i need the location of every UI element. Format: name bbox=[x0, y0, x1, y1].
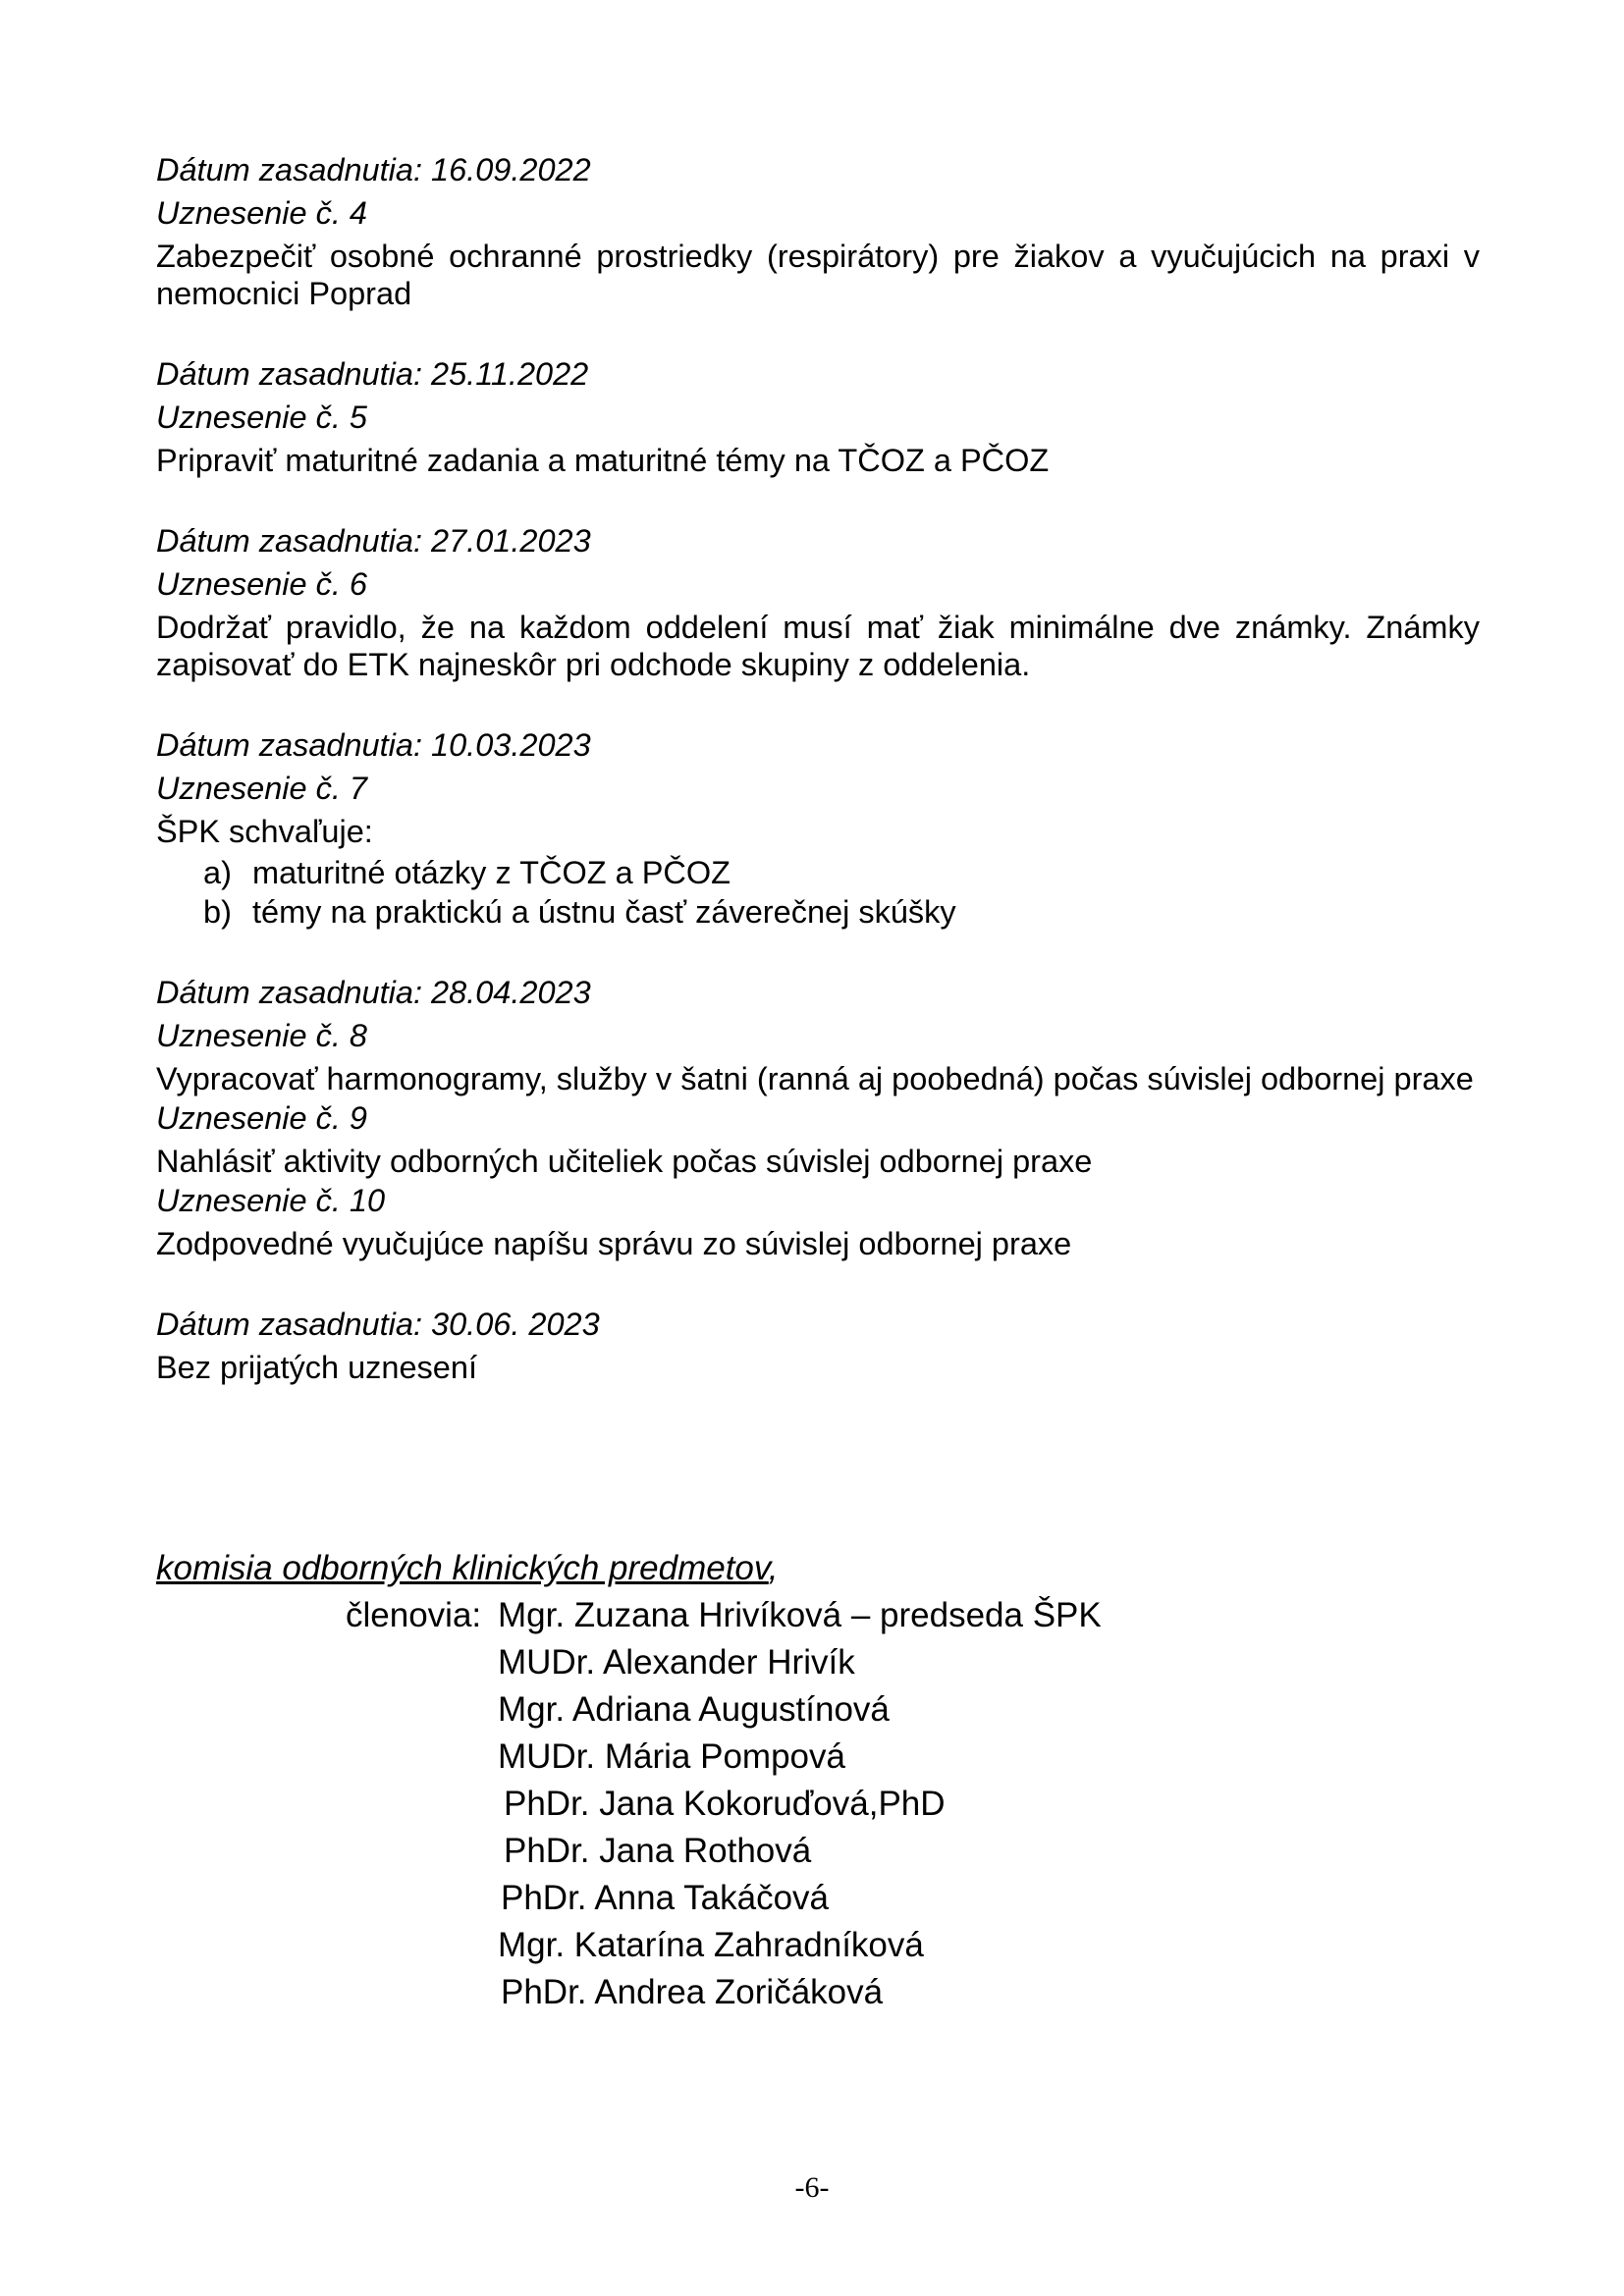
meeting-block bbox=[156, 974, 1480, 1262]
list-item-text: maturitné otázky z TČOZ a PČOZ bbox=[252, 855, 731, 890]
meeting-date: Dátum zasadnutia: 27.01.2023 bbox=[156, 523, 591, 559]
members-list bbox=[346, 1592, 1102, 2016]
resolution-text: Vypracovať harmonogramy, služby v šatni (ranná aj poobedná) počas súvislej odbornej praxe bbox=[156, 1061, 1474, 1096]
commission-title-suffix: , bbox=[768, 1549, 779, 1587]
commission-section bbox=[156, 1545, 1102, 2016]
resolution-list bbox=[203, 854, 1480, 931]
resolution-number: Uznesenie č. 6 bbox=[156, 566, 367, 602]
member-name: Mgr. Adriana Augustínová bbox=[498, 1690, 890, 1729]
meeting-block bbox=[156, 355, 1480, 479]
resolution-number: Uznesenie č. 4 bbox=[156, 195, 367, 231]
commission-heading bbox=[156, 1545, 1102, 1592]
resolution-number: Uznesenie č. 9 bbox=[156, 1100, 367, 1136]
resolution-number: Uznesenie č. 5 bbox=[156, 400, 367, 435]
meeting-date: Dátum zasadnutia: 10.03.2023 bbox=[156, 727, 591, 763]
list-marker: a) bbox=[203, 855, 232, 890]
resolution-text: Zodpovedné vyučujúce napíšu správu zo súvislej odbornej praxe bbox=[156, 1226, 1072, 1261]
meeting-date: Dátum zasadnutia: 25.11.2022 bbox=[156, 356, 589, 392]
resolution-number: Uznesenie č. 7 bbox=[156, 771, 367, 806]
meeting-note: Bez prijatých uznesení bbox=[156, 1350, 477, 1385]
member-name: PhDr. Jana Rothová bbox=[504, 1832, 812, 1870]
member-name: MUDr. Alexander Hrivík bbox=[498, 1643, 855, 1682]
list-item-text: témy na praktickú a ústnu časť záverečnej skúšky bbox=[252, 894, 956, 930]
meeting-block bbox=[156, 151, 1480, 312]
resolution-text: Dodržať pravidlo, že na každom oddelení musí mať žiak minimálne dve známky. Známky zapisovať do ETK najneskôr pri odchode skupiny z oddelenia. bbox=[156, 610, 1480, 682]
meeting-date: Dátum zasadnutia: 16.09.2022 bbox=[156, 152, 591, 187]
member-name: PhDr. Andrea Zoričáková bbox=[501, 1973, 884, 2011]
meeting-date: Dátum zasadnutia: 30.06. 2023 bbox=[156, 1307, 600, 1342]
member-name: PhDr. Jana Kokoruďová,PhD bbox=[504, 1785, 946, 1823]
resolution-number: Uznesenie č. 8 bbox=[156, 1018, 367, 1053]
meeting-block bbox=[156, 1306, 1480, 1386]
members-label: členovia: bbox=[346, 1596, 482, 1634]
meeting-block bbox=[156, 522, 1480, 683]
resolution-text: Nahlásiť aktivity odborných učiteliek počas súvislej odbornej praxe bbox=[156, 1144, 1093, 1179]
resolution-text: Zabezpečiť osobné ochranné prostriedky (respirátory) pre žiakov a vyučujúcich na praxi v nemocnici Poprad bbox=[156, 239, 1480, 311]
resolution-number: Uznesenie č. 10 bbox=[156, 1183, 386, 1218]
member-name: PhDr. Anna Takáčová bbox=[501, 1879, 830, 1917]
member-name: Mgr. Katarína Zahradníková bbox=[498, 1926, 924, 1964]
member-name: Mgr. Zuzana Hrivíková – predseda ŠPK bbox=[498, 1596, 1102, 1634]
list-item bbox=[203, 893, 1480, 931]
resolution-text: ŠPK schvaľuje: bbox=[156, 814, 373, 849]
meeting-block bbox=[156, 726, 1480, 931]
list-item bbox=[203, 854, 1480, 891]
member-name: MUDr. Mária Pompová bbox=[498, 1737, 845, 1776]
meeting-date: Dátum zasadnutia: 28.04.2023 bbox=[156, 975, 591, 1010]
list-marker: b) bbox=[203, 894, 232, 930]
page-number: -6- bbox=[794, 2171, 830, 2204]
members-first-row bbox=[346, 1592, 1102, 1639]
commission-title: komisia odborných klinických predmetov bbox=[156, 1549, 769, 1587]
meetings-section bbox=[156, 151, 1480, 1429]
resolution-text: Pripraviť maturitné zadania a maturitné témy na TČOZ a PČOZ bbox=[156, 443, 1050, 478]
